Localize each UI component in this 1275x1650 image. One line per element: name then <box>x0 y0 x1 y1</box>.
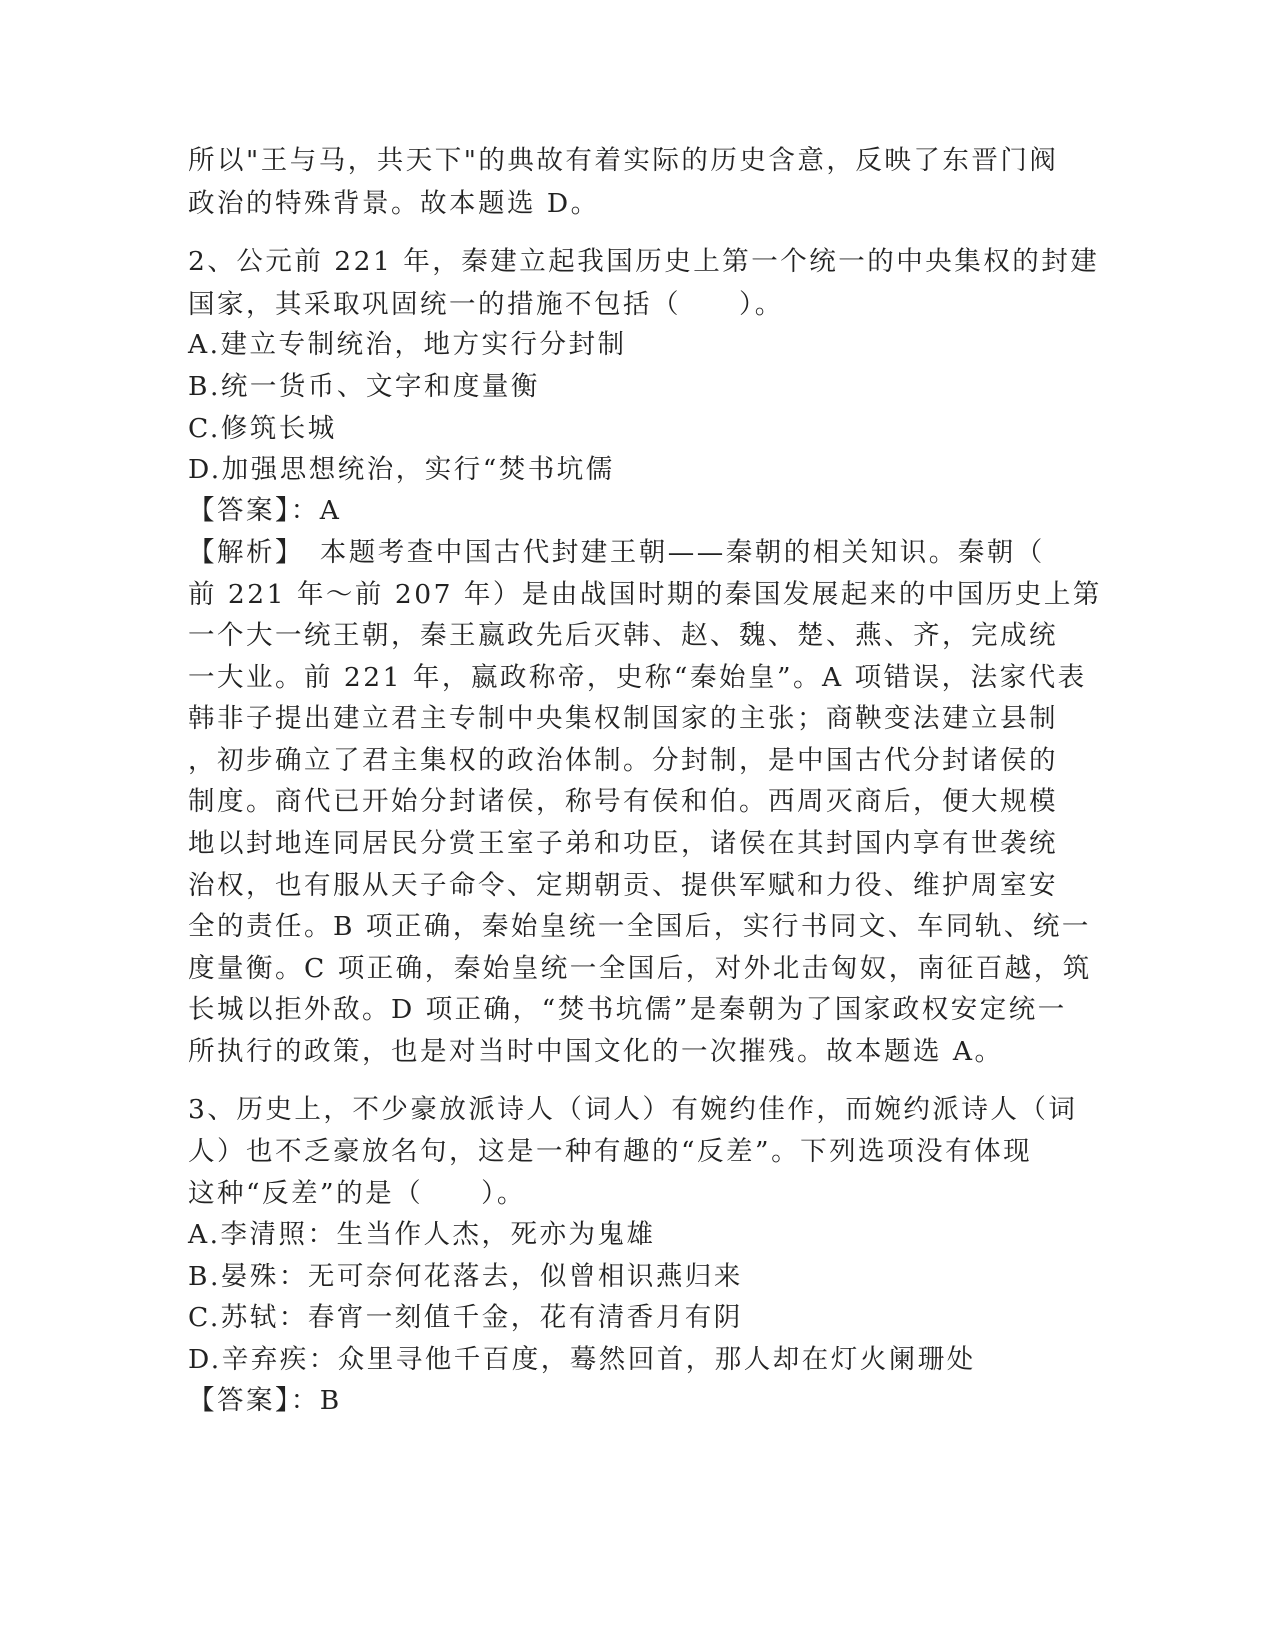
analysis-line: 韩非子提出建立君主专制中央集权制国家的主张；商鞅变法建立县制 <box>188 703 1058 734</box>
question-3-option-a: A.李清照：生当作人杰，死亦为鬼雄 <box>188 1219 656 1250</box>
question-2-answer: 【答案】：A <box>188 495 342 526</box>
text-line: 所以"王与马，共天下"的典故有着实际的历史含意，反映了东晋门阀 <box>188 145 1059 176</box>
question-3-answer: 【答案】：B <box>188 1385 342 1416</box>
analysis-line: 地以封地连同居民分赏王室子弟和功臣，诸侯在其封国内享有世袭统 <box>188 828 1058 859</box>
analysis-line: ，初步确立了君主集权的政治体制。分封制，是中国古代分封诸侯的 <box>188 745 1058 776</box>
question-2-stem: 2、公元前 221 年，秦建立起我国历史上第一个统一的中央集权的封建 <box>188 246 1100 277</box>
analysis-line: 一个大一统王朝，秦王嬴政先后灭韩、赵、魏、楚、燕、齐，完成统 <box>188 620 1058 651</box>
analysis-line: 前 221 年～前 207 年）是由战国时期的秦国发展起来的中国历史上第 <box>188 579 1102 610</box>
analysis-line: 一大业。前 221 年，嬴政称帝，史称“秦始皇”。A 项错误，法家代表 <box>188 662 1087 693</box>
analysis-line: 治权，也有服从天子命令、定期朝贡、提供军赋和力役、维护周室安 <box>188 870 1058 901</box>
question-3-option-b: B.晏殊：无可奈何花落去，似曾相识燕归来 <box>188 1261 743 1292</box>
question-3-stem: 这种“反差”的是（ ）。 <box>188 1178 526 1209</box>
text-line: 政治的特殊背景。故本题选 D。 <box>188 188 600 219</box>
question-2-stem: 国家，其采取巩固统一的措施不包括（ ）。 <box>188 289 784 320</box>
analysis-line: 所执行的政策，也是对当时中国文化的一次摧残。故本题选 A。 <box>188 1036 1004 1067</box>
question-3-option-c: C.苏轼：春宵一刻值千金，花有清香月有阴 <box>188 1302 743 1333</box>
question-2-option-d: D.加强思想统治，实行“焚书坑儒 <box>188 454 615 485</box>
question-2-option-b: B.统一货币、文字和度量衡 <box>188 371 540 402</box>
question-2-option-c: C.修筑长城 <box>188 413 337 444</box>
analysis-line: 度量衡。C 项正确，秦始皇统一全国后，对外北击匈奴，南征百越，筑 <box>188 953 1092 984</box>
question-3-option-d: D.辛弃疾：众里寻他千百度，蓦然回首，那人却在灯火阑珊处 <box>188 1344 976 1375</box>
question-2-option-a: A.建立专制统治，地方实行分封制 <box>188 329 627 360</box>
analysis-line: 【解析】 本题考查中国古代封建王朝——秦朝的相关知识。秦朝（ <box>188 537 1045 568</box>
question-3-stem: 人）也不乏豪放名句，这是一种有趣的“反差”。下列选项没有体现 <box>188 1136 1033 1167</box>
question-3-stem: 3、历史上，不少豪放派诗人（词人）有婉约佳作，而婉约派诗人（词 <box>188 1094 1078 1125</box>
analysis-line: 全的责任。B 项正确，秦始皇统一全国后，实行书同文、车同轨、统一 <box>188 911 1091 942</box>
analysis-line: 制度。商代已开始分封诸侯，称号有侯和伯。西周灭商后，便大规模 <box>188 786 1058 817</box>
analysis-line: 长城以拒外敌。D 项正确，“焚书坑儒”是秦朝为了国家政权安定统一 <box>188 994 1067 1025</box>
